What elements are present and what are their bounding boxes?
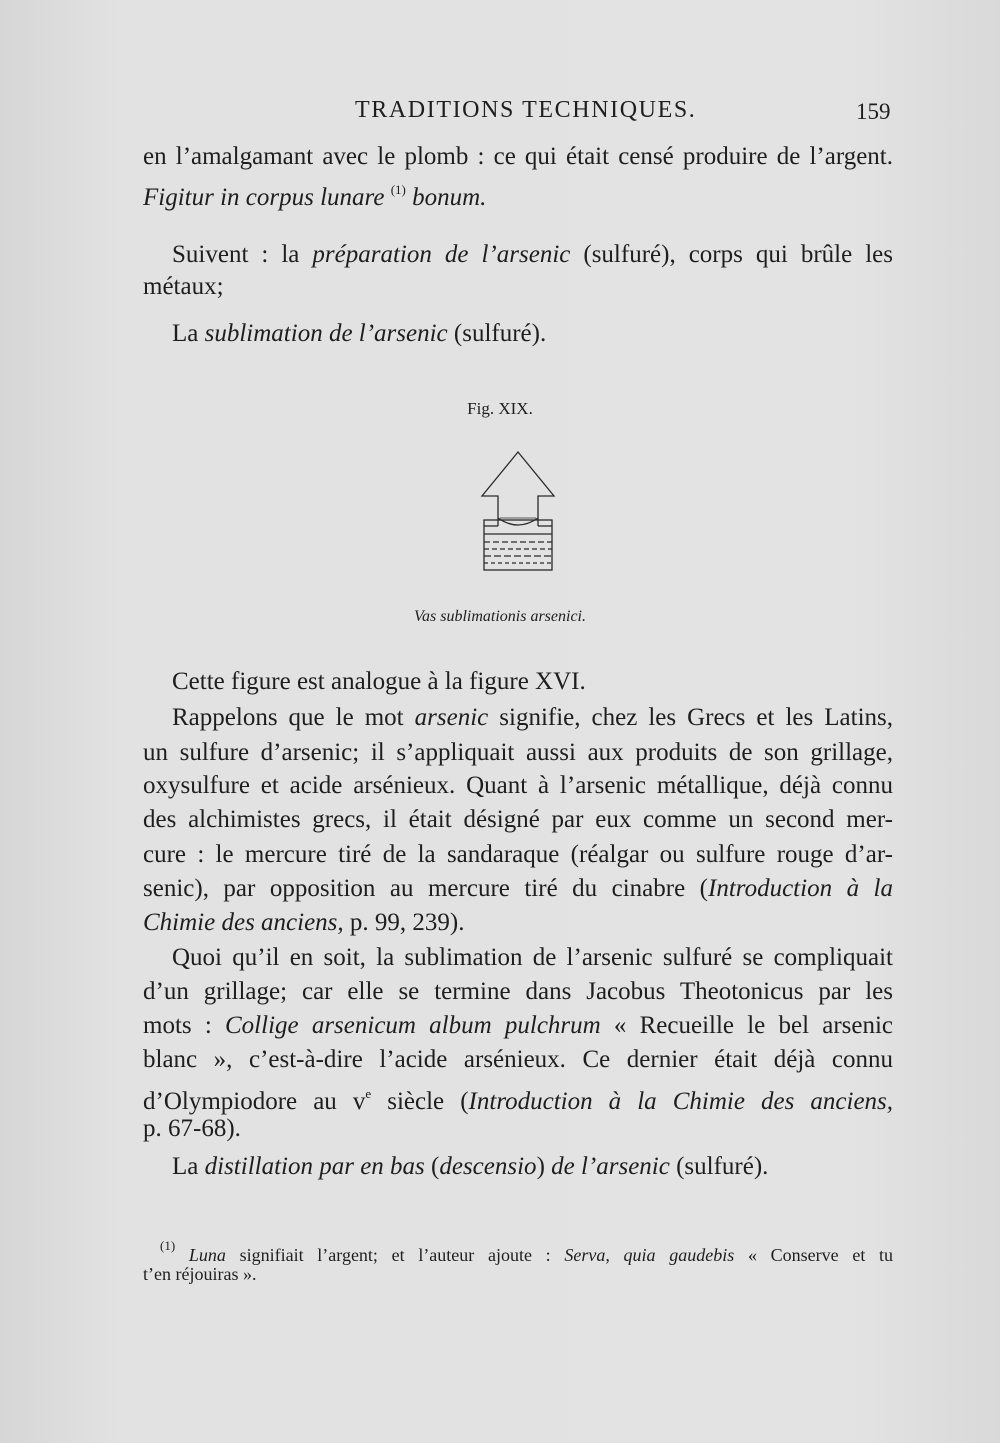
text-line: un sulfure d’arsenic; il s’appliquait aussi aux produits de son grillage, [143,739,893,766]
text-line: des alchimistes grecs, il était désigné par eux comme un second mer- [143,806,893,833]
running-header: TRADITIONS TECHNIQUES. [355,97,697,123]
text-line: en l’amalgamant avec le plomb : ce qui était censé produire de l’argent. [143,143,893,170]
text-line: cure : le mercure tiré de la sandaraque (réalgar ou sulfure rouge d’ar- [143,841,893,868]
text-line: métaux; [143,273,224,300]
footnote-continuation: t’en réjouiras ». [143,1264,257,1284]
text-line: Rappelons que le mot arsenic signifie, chez les Grecs et les Latins, [172,704,893,731]
text-line: d’Olympiodore au $v^e$ siècle (Introduction à la Chimie des anciens, [143,1086,894,1115]
text-line: d’un grillage; car elle se termine dans Jacobus Theotonicus par les [143,978,893,1005]
text-line: senic), par opposition au mercure tiré du cinabre (Introduction à la [143,875,893,902]
footnote-ref: (1) [390,182,406,197]
text-line: Chimie des anciens, p. 99, 239). [143,909,465,936]
footnote-mark: (1) [160,1238,176,1253]
text-line: La sublimation de l’arsenic (sulfuré). [172,320,547,347]
arrow-outline [482,452,554,526]
text-line: oxysulfure et acide arsénieux. Quant à l’arsenic métallique, déjà connu [143,772,893,799]
figure-label: Fig. XIX. [467,399,533,418]
page-number: 159 [856,99,891,124]
text-line: Cette figure est analogue à la figure XVI. [172,668,586,695]
text-line: Quoi qu’il en soit, la sublimation de l’arsenic sulfuré se compliquait [172,944,893,971]
footnote: $^{(1)}$ Luna signifiait l’argent; et l’auteur ajoute : Serva, quia gaudebis « Conserve et tu [160,1238,894,1265]
text-line: Suivent : la préparation de l’arsenic (sulfuré), corps qui brûle les [172,241,893,268]
sublimation-vessel-figure [478,448,558,574]
text-line: Figitur in corpus lunare $^{(1)}$ bonum. [143,182,487,211]
figure-caption: Vas sublimationis arsenici. [413,608,586,625]
text-line: blanc », c’est-à-dire l’acide arsénieux. Ce dernier était déjà connu [143,1046,893,1073]
text-line: mots : Collige arsenicum album pulchrum « Recueille le bel arsenic [143,1012,894,1039]
text-line: p. 67-68). [143,1115,241,1142]
text-line: La distillation par en bas (descensio) de l’arsenic (sulfuré). [172,1153,769,1180]
